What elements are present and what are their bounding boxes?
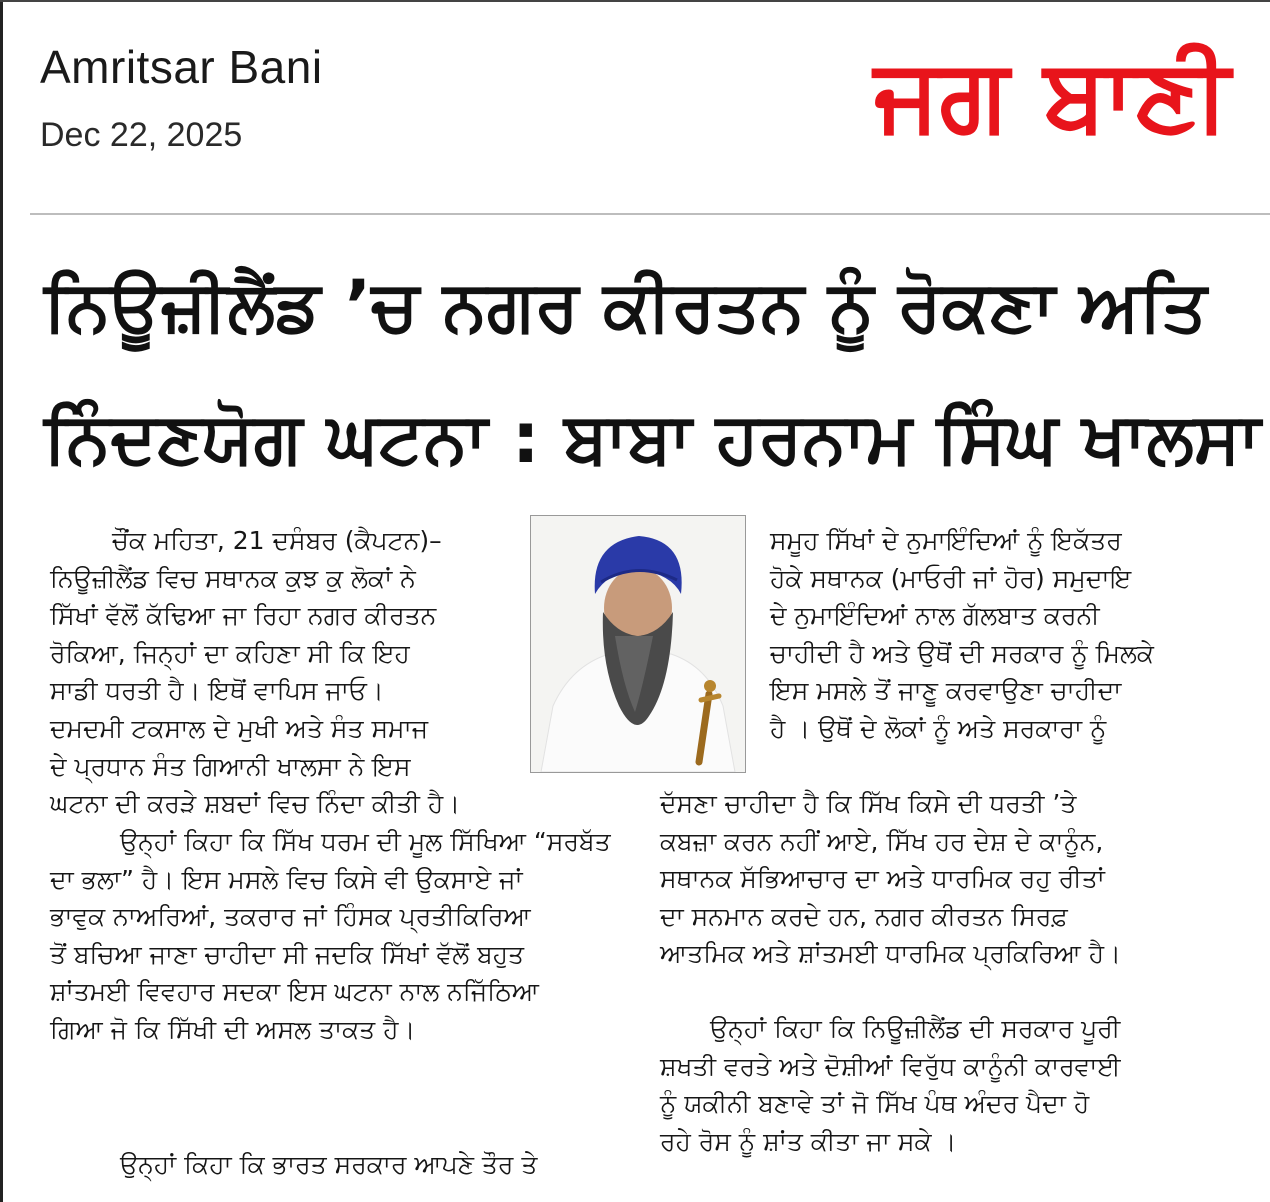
text-line: ਰੋਕਿਆ, ਜਿਨ੍ਹਾਂ ਦਾ ਕਹਿਣਾ ਸੀ ਕਿ ਇਹ [50,638,410,668]
text-line: ਦਾ ਭਲਾ” ਹੈ। ਇਸ ਮਸਲੇ ਵਿਚ ਕਿਸੇ ਵੀ ਉਕਸਾਏ ਜਾਂ [50,864,523,894]
text-line: ਦਾ ਸਨਮਾਨ ਕਰਦੇ ਹਨ, ਨਗਰ ਕੀਰਤਨ ਸਿਰਫ਼ [660,901,1068,931]
text-line: ਦਮਦਮੀ ਟਕਸਾਲ ਦੇ ਮੁਖੀ ਅਤੇ ਸੰਤ ਸਮਾਜ [50,713,429,743]
text-line: ਹੋਕੇ ਸਥਾਨਕ (ਮਾਓਰੀ ਜਾਂ ਹੋਰ) ਸਮੁਦਾਇ [770,563,1132,593]
text-line: ਤੋਂ ਬਚਿਆ ਜਾਣਾ ਚਾਹੀਦਾ ਸੀ ਜਦਕਿ ਸਿੱਖਾਂ ਵੱਲੋਂ ਬਹੁਤ [50,939,525,969]
article-paragraph [50,1146,537,1184]
text-line: ਸਥਾਨਕ ਸੱਭਿਆਚਾਰ ਦਾ ਅਤੇ ਧਾਰਮਿਕ ਰਹੁ ਰੀਤਾਂ [660,864,1105,894]
text-line: ਦੱਸਣਾ ਚਾਹੀਦਾ ਹੈ ਕਿ ਸਿੱਖ ਕਿਸੇ ਦੀ ਧਰਤੀ ’ਤੇ [660,789,1077,818]
text-line: ਕਬਜ਼ਾ ਕਰਨ ਨਹੀਂ ਆਏ, ਸਿੱਖ ਹਰ ਦੇਸ਼ ਦੇ ਕਾਨੂੰਨ, [660,826,1104,856]
publication-date: Dec 22, 2025 [40,116,243,154]
text-line: ਇਸ ਮਸਲੇ ਤੋਂ ਜਾਣੂ ਕਰਵਾਉਣਾ ਚਾਹੀਦਾ [770,676,1122,706]
text-line: ਆਤਮਿਕ ਅਤੇ ਸ਼ਾਂਤਮਈ ਧਾਰਮਿਕ ਪ੍ਰਕਿਰਿਆ ਹੈ। [660,939,1121,969]
header-divider [30,213,1270,215]
text-line: ਚਾਹੀਦੀ ਹੈ ਅਤੇ ਉਥੋਂ ਦੀ ਸਰਕਾਰ ਨੂੰ ਮਿਲਕੇ [770,638,1154,668]
text-line: ਚੌਂਕ ਮਹਿਤਾ, 21 ਦਸੰਬਰ (ਕੈਪਟਨ)– [112,526,442,555]
text-line: ਨੂੰ ਯਕੀਨੀ ਬਣਾਵੇ ਤਾਂ ਜੋ ਸਿੱਖ ਪੰਥ ਅੰਦਰ ਪੈਦਾ ਹੋ [660,1089,1090,1119]
text-line: ਸ਼ਾਂਤਮਈ ਵਿਵਹਾਰ ਸਦਕਾ ਇਸ ਘਟਨਾ ਨਾਲ ਨਜਿੱਠਿਆ [50,977,539,1007]
page-border-left [0,0,3,1202]
publication-name: Amritsar Bani [40,41,323,93]
page-border-top [0,0,1270,2]
article-headline [44,240,1261,504]
article-paragraph [50,522,460,823]
text-line: ਉਨ੍ਹਾਂ ਕਿਹਾ ਕਿ ਭਾਰਤ ਸਰਕਾਰ ਆਪਣੇ ਤੌਰ ਤੇ [120,1150,538,1179]
text-line: ਦੇ ਨੁਮਾਇੰਦਿਆਂ ਨਾਲ ਗੱਲਬਾਤ ਕਰਨੀ [770,601,1100,631]
text-line: ਦੇ ਪ੍ਰਧਾਨ ਸੰਤ ਗਿਆਨੀ ਖਾਲਸਾ ਨੇ ਇਸ [50,751,411,781]
headline-line: ਨਿਊਜ਼ੀਲੈਂਡ ’ਚ ਨਗਰ ਕੀਰਤਨ ਨੂੰ ਰੋਕਣਾ ਅਤਿ [44,265,1207,347]
article-paragraph [770,522,1154,748]
portrait-image [531,516,745,772]
text-line: ਸਿੱਖਾਂ ਵੱਲੋਂ ਕੱਢਿਆ ਜਾ ਰਿਹਾ ਨਗਰ ਕੀਰਤਨ [50,601,437,631]
text-line: ਸਾਡੀ ਧਰਤੀ ਹੈ। ਇਥੋਂ ਵਾਪਿਸ ਜਾਓ। [50,676,384,706]
headline-line: ਨਿੰਦਣਯੋਗ ਘਟਨਾ : ਬਾਬਾ ਹਰਨਾਮ ਸਿੰਘ ਖਾਲਸਾ [44,397,1261,479]
article-paragraph [660,1010,1121,1160]
text-line: ਨਿਊਜ਼ੀਲੈਂਡ ਵਿਚ ਸਥਾਨਕ ਕੁਝ ਕੁ ਲੋਕਾਂ ਨੇ [50,563,416,593]
text-line: ਉਨ੍ਹਾਂ ਕਿਹਾ ਕਿ ਸਿੱਖ ਧਰਮ ਦੀ ਮੂਲ ਸਿੱਖਿਆ “ਸਰਬੱਤ [120,827,611,856]
text-line: ਰਹੇ ਰੋਸ ਨੂੰ ਸ਼ਾਂਤ ਕੀਤਾ ਜਾ ਸਕੇ । [660,1126,957,1156]
text-line: ਸ਼ਖਤੀ ਵਰਤੇ ਅਤੇ ਦੋਸ਼ੀਆਂ ਵਿਰੁੱਧ ਕਾਨੂੰਨੀ ਕਾਰਵਾਈ [660,1051,1121,1081]
text-line: ਉਨ੍ਹਾਂ ਕਿਹਾ ਕਿ ਨਿਊਜ਼ੀਲੈਂਡ ਦੀ ਸਰਕਾਰ ਪੂਰੀ [710,1014,1121,1043]
article-paragraph [50,823,611,1049]
article-photo [530,515,746,773]
newspaper-logo: ਜਗ ਬਾਣੀ [874,36,1230,153]
article-paragraph [660,785,1121,973]
text-line: ਗਿਆ ਜੋ ਕਿ ਸਿੱਖੀ ਦੀ ਅਸਲ ਤਾਕਤ ਹੈ। [50,1014,416,1044]
text-line: ਹੈ । ਉਥੋਂ ਦੇ ਲੋਕਾਂ ਨੂੰ ਅਤੇ ਸਰਕਾਰਾ ਨੂੰ [770,713,1107,743]
text-line: ਭਾਵੁਕ ਨਾਅਰਿਆਂ, ਤਕਰਾਰ ਜਾਂ ਹਿੰਸਕ ਪ੍ਰਤੀਕਿਰਿਆ [50,902,531,932]
text-line: ਘਟਨਾ ਦੀ ਕਰੜੇ ਸ਼ਬਦਾਂ ਵਿਚ ਨਿੰਦਾ ਕੀਤੀ ਹੈ। [50,789,461,819]
text-line: ਸਮੂਹ ਸਿੱਖਾਂ ਦੇ ਨੁਮਾਇੰਦਿਆਂ ਨੂੰ ਇਕੱਤਰ [770,526,1122,555]
